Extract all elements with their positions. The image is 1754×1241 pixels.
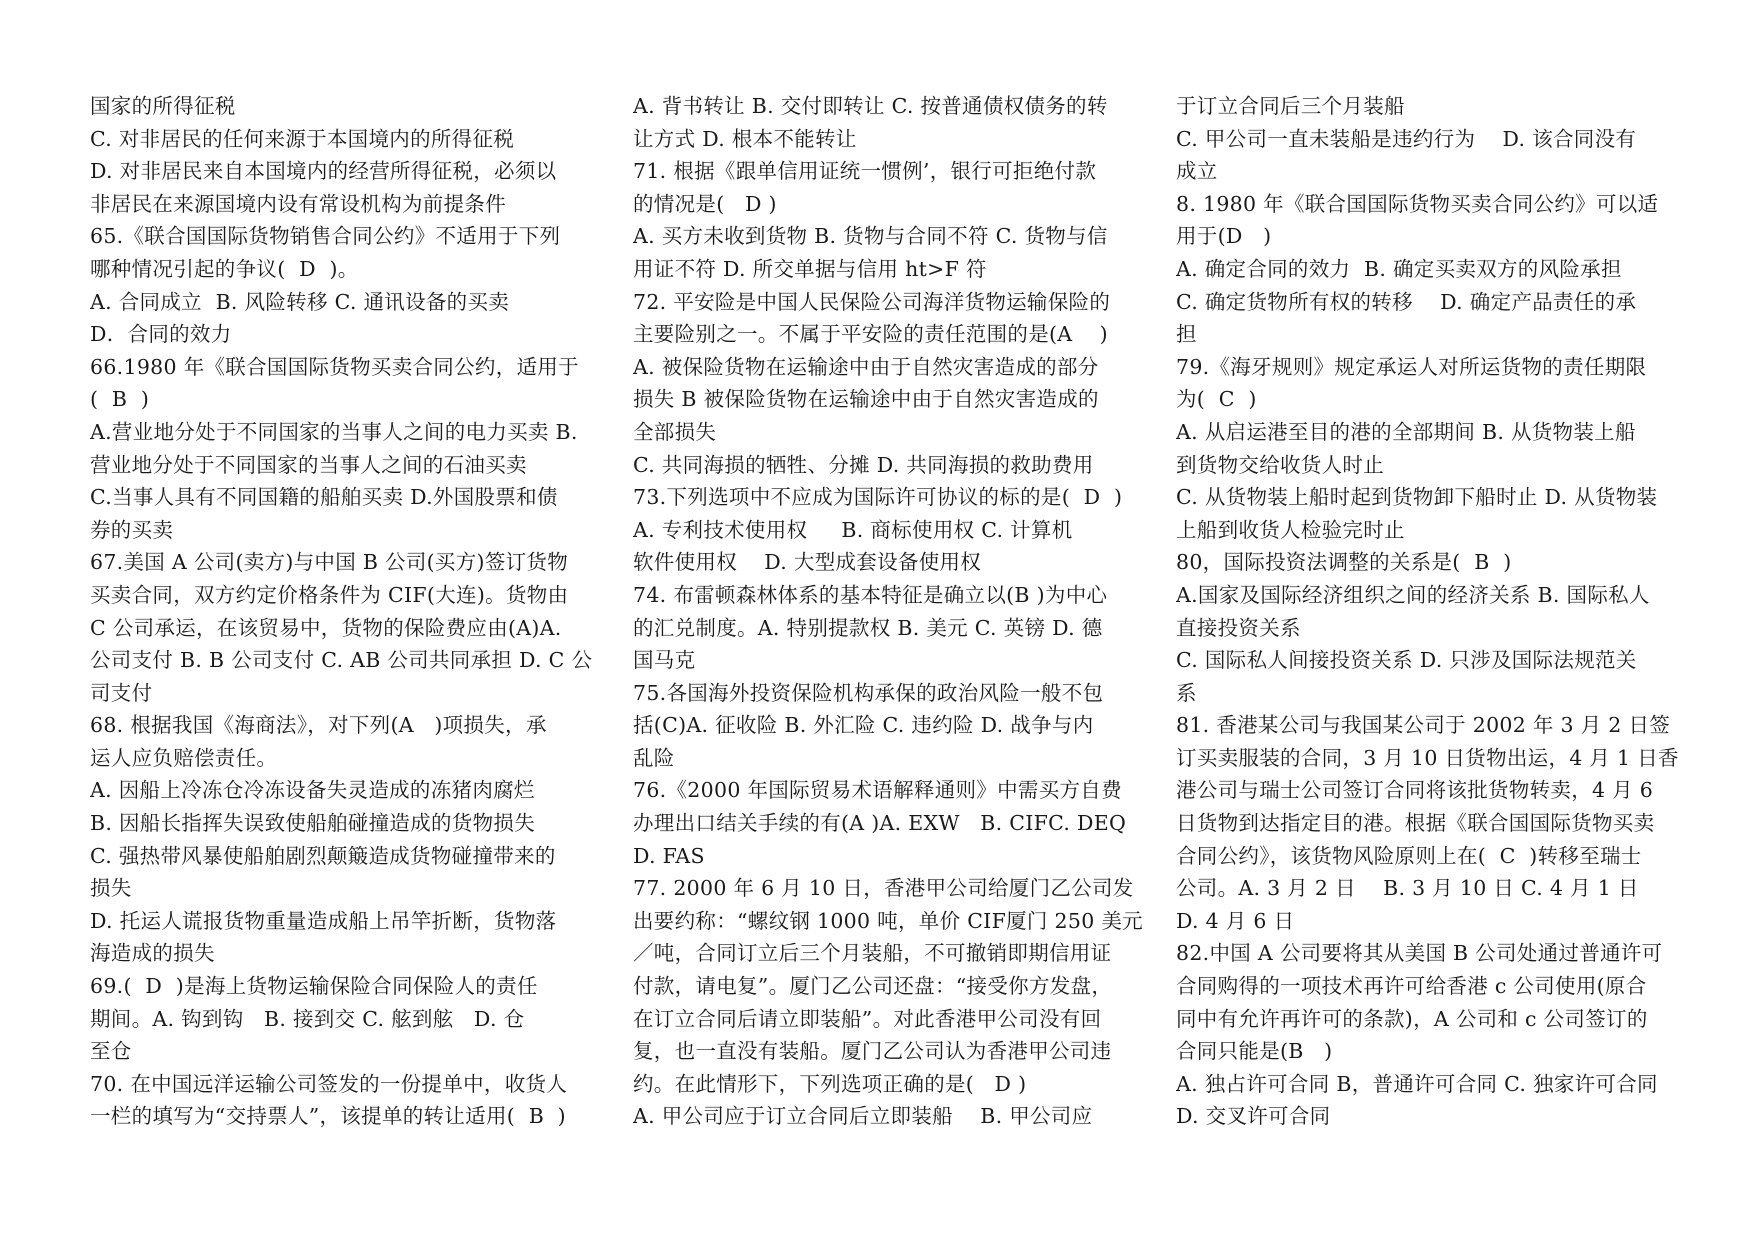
text-line: D. 托运人谎报货物重量造成船上吊竿折断，货物落 [90, 908, 557, 933]
text-line: 办理出口结关手续的有(A )A. EXW B. CIFC. DEQ [633, 811, 1127, 836]
text-line: A. 甲公司应于订立合同后立即装船 B. 甲公司应 [633, 1104, 1093, 1129]
text-line: 上船到收货人检验完时止 [1176, 517, 1405, 542]
text-column-left [90, 90, 605, 1150]
text-line: 公司支付 B. B 公司支付 C. AB 公司共同承担 D. C 公 [90, 648, 593, 673]
text-line: 81. 香港某公司与我国某公司于 2002 年 3 月 2 日签 [1176, 713, 1671, 738]
text-line: 75.各国海外投资保险机构承保的政治风险一般不包 [633, 680, 1104, 705]
text-line: A. 被保险货物在运输途中由于自然灾害造成的部分 [633, 354, 1099, 379]
text-line: A. 买方未收到货物 B. 货物与合同不符 C. 货物与信 [633, 224, 1108, 249]
text-line: 软件使用权 D. 大型成套设备使用权 [633, 550, 982, 575]
text-line: D. 4 月 6 日 [1176, 908, 1295, 933]
text-line: 65.《联合国国际货物销售合同公约》不适用于下列 [90, 224, 561, 249]
text-line: 72. 平安险是中国人民保险公司海洋货物运输保险的 [633, 289, 1111, 314]
text-line: 直接投资关系 [1176, 615, 1301, 640]
text-line: 哪种情况引起的争议( D )。 [90, 256, 359, 281]
text-line: 全部损失 [633, 419, 717, 444]
text-line: 80，国际投资法调整的关系是( B ) [1176, 550, 1512, 575]
text-column-middle [633, 90, 1148, 1150]
text-line: 在订立合同后请立即装船”。对此香港甲公司没有回 [633, 1006, 1102, 1031]
text-line: A. 背书转让 B. 交付即转让 C. 按普通债权债务的转 [633, 94, 1108, 118]
text-line: 让方式 D. 根本不能转让 [633, 126, 857, 151]
text-line: 的情况是( D ) [633, 191, 777, 216]
text-line: C. 确定货物所有权的转移 D. 确定产品责任的承 [1176, 289, 1637, 314]
text-line: 69.( D )是海上货物运输保险合同保险人的责任 [90, 974, 538, 999]
text-line: A. 确定合同的效力 B. 确定买卖双方的风险承担 [1176, 256, 1622, 281]
text-line: D．合同的效力 [90, 322, 232, 347]
text-column-right [1176, 90, 1691, 1150]
text-line: 担 [1176, 322, 1197, 347]
text-line: 82.中国 A 公司要将其从美国 B 公司处通过普通许可 [1176, 941, 1663, 966]
text-line: 出要约称：“螺纹钢 1000 吨，单价 CIF厦门 250 美元 [633, 908, 1143, 933]
text-line: 66.1980 年《联合国国际货物买卖合同公约，适用于 [90, 354, 579, 379]
text-line: C.当事人具有不同国籍的船舶买卖 D.外国股票和债 [90, 485, 558, 510]
text-line: 到货物交给收货人时止 [1176, 452, 1384, 477]
text-line: A. 专利技术使用权 B. 商标使用权 C. 计算机 [633, 517, 1073, 542]
text-line: 日货物到达指定目的港。根据《联合国国际货物买卖 [1176, 811, 1655, 836]
text-line: A. 独占许可合同 B，普通许可合同 C. 独家许可合同 [1176, 1071, 1658, 1096]
text-line: C. 甲公司一直未装船是违约行为 D. 该合同没有 [1176, 126, 1637, 151]
text-line: C. 强热带风暴使船舶剧烈颠簸造成货物碰撞带来的 [90, 843, 556, 868]
text-line: 运人应负赔偿责任。 [90, 745, 278, 770]
text-line: 至仓 [90, 1039, 132, 1064]
text-line: 主要险别之一。不属于平安险的责任范围的是(A ) [633, 322, 1108, 347]
text-line: A. 合同成立 B. 风险转移 C. 通讯设备的买卖 [90, 289, 510, 314]
text-line: 港公司与瑞士公司签订合同将该批货物转卖，4 月 6 [1176, 778, 1654, 803]
text-line: 买卖合同，双方约定价格条件为 CIF(大连)。货物由 [90, 582, 569, 607]
text-line: 合同只能是(B ) [1176, 1039, 1333, 1064]
text-line: 损失 B 被保险货物在运输途中由于自然灾害造成的 [633, 387, 1099, 412]
text-line: 公司。A. 3 月 2 日 B. 3 月 10 日 C. 4 月 1 日 [1176, 876, 1639, 901]
text-line: 67.美国 A 公司(卖方)与中国 B 公司(买方)签订货物 [90, 550, 569, 575]
text-line: ( B ) [90, 387, 150, 412]
text-line: C. 共同海损的牺牲、分摊 D. 共同海损的救助费用 [633, 452, 1094, 477]
text-line: 8. 1980 年《联合国国际货物买卖合同公约》可以适 [1176, 191, 1659, 216]
text-line: C. 国际私人间接投资关系 D. 只涉及国际法规范关 [1176, 648, 1637, 673]
text-line: 71. 根据《跟单信用证统一惯例’，银行可拒绝付款 [633, 159, 1097, 184]
text-line: B. 因船长指挥失误致使船舶碰撞造成的货物损失 [90, 811, 535, 836]
text-line: 系 [1176, 680, 1197, 705]
text-line: 期间。A. 钩到钩 B. 接到交 C. 舷到舷 D. 仓 [90, 1006, 525, 1031]
text-line: 券的买卖 [90, 517, 174, 542]
text-line: 营业地分处于不同国家的当事人之间的石油买卖 [90, 452, 527, 477]
text-line: C. 对非居民的任何来源于本国境内的所得征税 [90, 126, 515, 151]
text-line: 损失 [90, 876, 132, 901]
text-line: A. 从启运港至目的港的全部期间 B. 从货物装上船 [1176, 419, 1636, 444]
text-line: A.国家及国际经济组织之间的经济关系 B. 国际私人 [1176, 582, 1650, 607]
text-line: 国家的所得征税 [90, 94, 236, 118]
text-line: D. 交叉许可合同 [1176, 1104, 1331, 1129]
text-line: 非居民在来源国境内设有常设机构为前提条件 [90, 191, 506, 216]
text-line: 76.《2000 年国际贸易术语解释通则》中需买方自费 [633, 778, 1122, 803]
text-line: 一栏的填写为“交持票人”，该提单的转让适用( B ) [90, 1104, 566, 1129]
text-line: 79.《海牙规则》规定承运人对所运货物的责任期限 [1176, 354, 1647, 379]
text-line: 用证不符 D. 所交单据与信用 ht>F 符 [633, 256, 987, 281]
text-line: 70. 在中国远洋运输公司签发的一份提单中，收货人 [90, 1071, 568, 1096]
text-line: 合同公约》，该货物风险原则上在( C )转移至瑞士 [1176, 843, 1642, 868]
text-line: 成立 [1176, 159, 1218, 184]
text-line: 括(C)A. 征收险 B. 外汇险 C. 违约险 D. 战争与内 [633, 713, 1094, 738]
text-line: ／吨，合同订立后三个月装船，不可撤销即期信用证 [633, 941, 1112, 966]
text-line: C. 从货物装上船时起到货物卸下船时止 D. 从货物装 [1176, 485, 1658, 510]
text-line: 海造成的损失 [90, 941, 215, 966]
text-line: A. 因船上冷冻仓冷冻设备失灵造成的冻猪肉腐烂 [90, 778, 535, 803]
text-line: 同中有允许再许可的条款)，A 公司和 c 公司签订的 [1176, 1006, 1648, 1031]
text-line: 合同购得的一项技术再许可给香港 c 公司使用(原合 [1176, 974, 1647, 999]
text-line: C 公司承运，在该贸易中，货物的保险费应由(A)A. [90, 615, 562, 640]
text-line: 订买卖服装的合同，3 月 10 日货物出运，4 月 1 日香 [1176, 745, 1679, 770]
text-line: 约。在此情形下，下列选项正确的是( D ) [633, 1071, 1027, 1096]
text-line: 为( C ) [1176, 387, 1257, 412]
text-line: 司支付 [90, 680, 153, 705]
text-line: 付款，请电复”。厦门乙公司还盘：“接受你方发盘， [633, 974, 1113, 999]
text-line: D. 对非居民来自本国境内的经营所得征税，必须以 [90, 159, 557, 184]
text-line: 复，也一直没有装船。厦门乙公司认为香港甲公司违 [633, 1039, 1112, 1064]
text-line: 用于(D ) [1176, 224, 1272, 249]
text-line: 于订立合同后三个月装船 [1176, 94, 1405, 118]
text-line: 73.下列选项中不应成为国际许可协议的标的是( D ) [633, 485, 1123, 510]
text-line: 77. 2000 年 6 月 10 日，香港甲公司给厦门乙公司发 [633, 876, 1134, 901]
text-line: 74. 布雷顿森林体系的基本特征是确立以(B )为中心 [633, 582, 1108, 607]
text-line: A.营业地分处于不同国家的当事人之间的电力买卖 B. [90, 419, 578, 444]
text-line: 的汇兑制度。A. 特别提款权 B. 美元 C. 英镑 D. 德 [633, 615, 1103, 640]
text-line: D. FAS [633, 843, 705, 868]
text-line: 68. 根据我国《海商法》，对下列(A )项损失，承 [90, 713, 547, 738]
text-line: 国马克 [633, 648, 696, 673]
text-line: 乱险 [633, 745, 675, 770]
